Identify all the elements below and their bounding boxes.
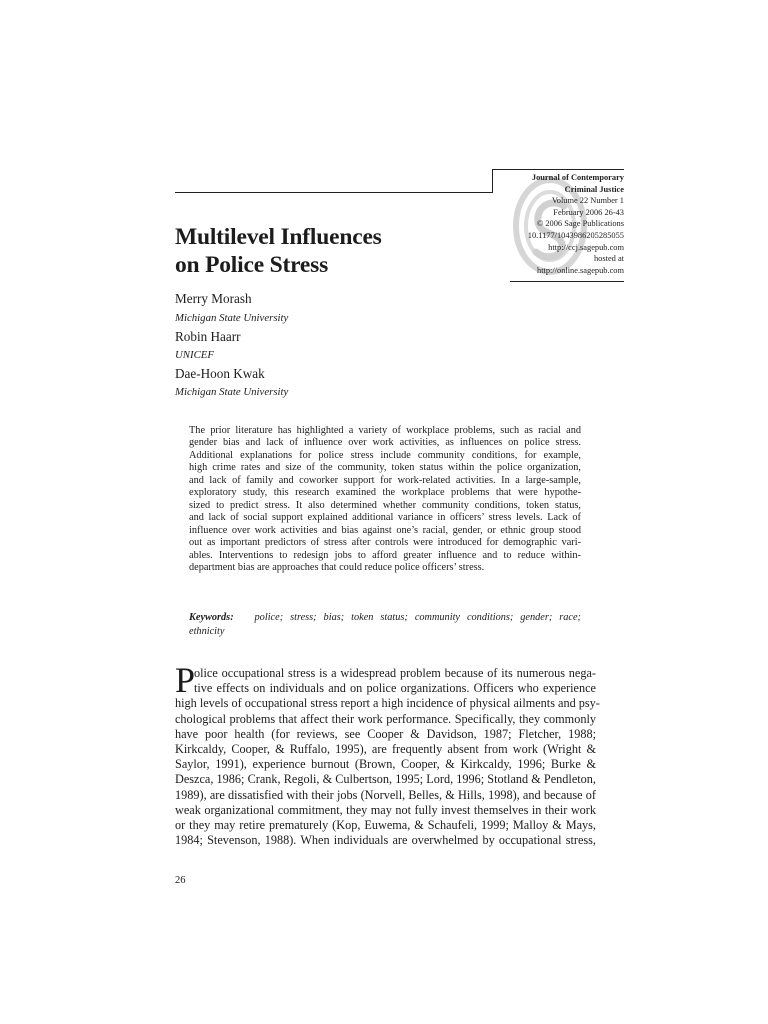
abstract-line: The prior literature has highlighted a variety of workplace problems, such as racial and — [189, 425, 581, 436]
abstract-line: exploratory study, this research examined the workplace problems that were hypothe- — [189, 487, 581, 499]
journal-doi: 10.1177/1043986205285055 — [527, 230, 624, 240]
keywords-label: Keywords: — [189, 612, 234, 623]
abstract-line: sized to predict stress. It also determined whether community conditions, token status, — [189, 499, 581, 511]
abstract-line: and lack of family and coworker support for work-related activities. In a large-sample, — [189, 474, 581, 486]
body-line: or they may retire prematurely (Kop, Euwema, & Schaufeli, 1999; Malloy & Mays, — [175, 818, 596, 833]
body-text — [175, 660, 600, 848]
journal-url[interactable]: http://ccj.sagepub.com — [548, 242, 624, 252]
header-rule-vertical — [492, 169, 493, 193]
author-name: Robin Haarr — [175, 329, 241, 344]
body-line: olice occupational stress is a widespread problem because of its numerous nega- — [194, 666, 596, 680]
journal-info — [504, 172, 624, 276]
journal-host-url[interactable]: http://online.sagepub.com — [537, 265, 624, 275]
keywords-line: ethnicity — [189, 626, 225, 637]
abstract-line: ables. Interventions to redesign jobs to afford greater influence and to reduce within- — [189, 549, 581, 561]
abstract — [189, 425, 581, 574]
author-affiliation: UNICEF — [175, 349, 214, 361]
abstract-line: gender bias and lack of influence over work activities, as influences on police stress. — [189, 437, 581, 449]
author-name: Dae-Hoon Kwak — [175, 366, 265, 381]
header-rule-top — [492, 169, 624, 170]
journal-date-pages: February 2006 26-43 — [553, 207, 624, 217]
keywords — [189, 611, 581, 639]
body-line: 1984; Stevenson, 1988). When individuals are overwhelmed by occupational stress, — [175, 833, 596, 848]
journal-hosted-at: hosted at — [593, 254, 624, 264]
body-line: high levels of occupational stress report a high incidence of physical ailments and psy- — [175, 696, 600, 711]
abstract-line: out as important predictors of stress after controls were introduced for demographic vari- — [189, 537, 581, 549]
body-line: Kirkcaldy, Cooper, & Ruffalo, 1995), are frequently absent from work (Wright & — [175, 742, 596, 757]
author-name: Merry Morash — [175, 291, 252, 306]
keywords-line — [189, 611, 581, 625]
article-title-line2: on Police Stress — [175, 252, 329, 278]
body-line: tive effects on individuals and on police organizations. Officers who experience — [194, 681, 596, 696]
drop-cap: P — [175, 660, 196, 700]
abstract-line: and lack of social support explained additional variance in officers’ stress levels. Lack of — [189, 512, 581, 524]
abstract-line: department bias are approaches that could reduce police officers’ stress. — [189, 561, 485, 573]
body-line: weak organizational commitment, they may not fully invest themselves in their work — [175, 802, 596, 817]
abstract-line: high crime rates and size of the community, token status within the police organization, — [189, 462, 581, 474]
page-number: 26 — [175, 875, 186, 886]
body-line: Saylor, 1991), experience burnout (Brown, Cooper, & Kirkcaldy, 1996; Burke & — [175, 757, 596, 772]
article-title-line1: Multilevel Influences — [175, 224, 382, 250]
body-line: 1989), are dissatisfied with their jobs (Norvell, Belles, & Hills, 1998), and because of — [175, 787, 596, 802]
article-title — [175, 223, 495, 279]
abstract-line: Additional explanations for police stress include community conditions, for example, — [189, 449, 581, 461]
author-affiliation: Michigan State University — [175, 312, 289, 324]
journal-copyright: © 2006 Sage Publications — [536, 219, 624, 229]
abstract-line: influence over work activities and bias against one’s racial, gender, or ethnic group stood — [189, 524, 581, 536]
author-affiliation: Michigan State University — [175, 386, 289, 398]
body-line: Deszca, 1986; Crank, Regoli, & Culbertson, 1995; Lord, 1996; Stotland & Pendleton, — [175, 772, 596, 787]
header-rule-left — [175, 192, 493, 193]
journal-name-line2: Criminal Justice — [564, 184, 624, 194]
keywords-list: police; stress; bias; token status; community conditions; gender; race; — [254, 612, 581, 623]
body-line: have poor health (for reviews, see Cooper & Davidson, 1987; Fletcher, 1988; — [175, 726, 596, 741]
header-rule-bottom — [510, 281, 624, 282]
journal-volume: Volume 22 Number 1 — [551, 196, 624, 206]
journal-name-line1: Journal of Contemporary — [531, 173, 624, 182]
body-line: chological problems that affect their work performance. Specifically, they commonly — [175, 711, 596, 726]
